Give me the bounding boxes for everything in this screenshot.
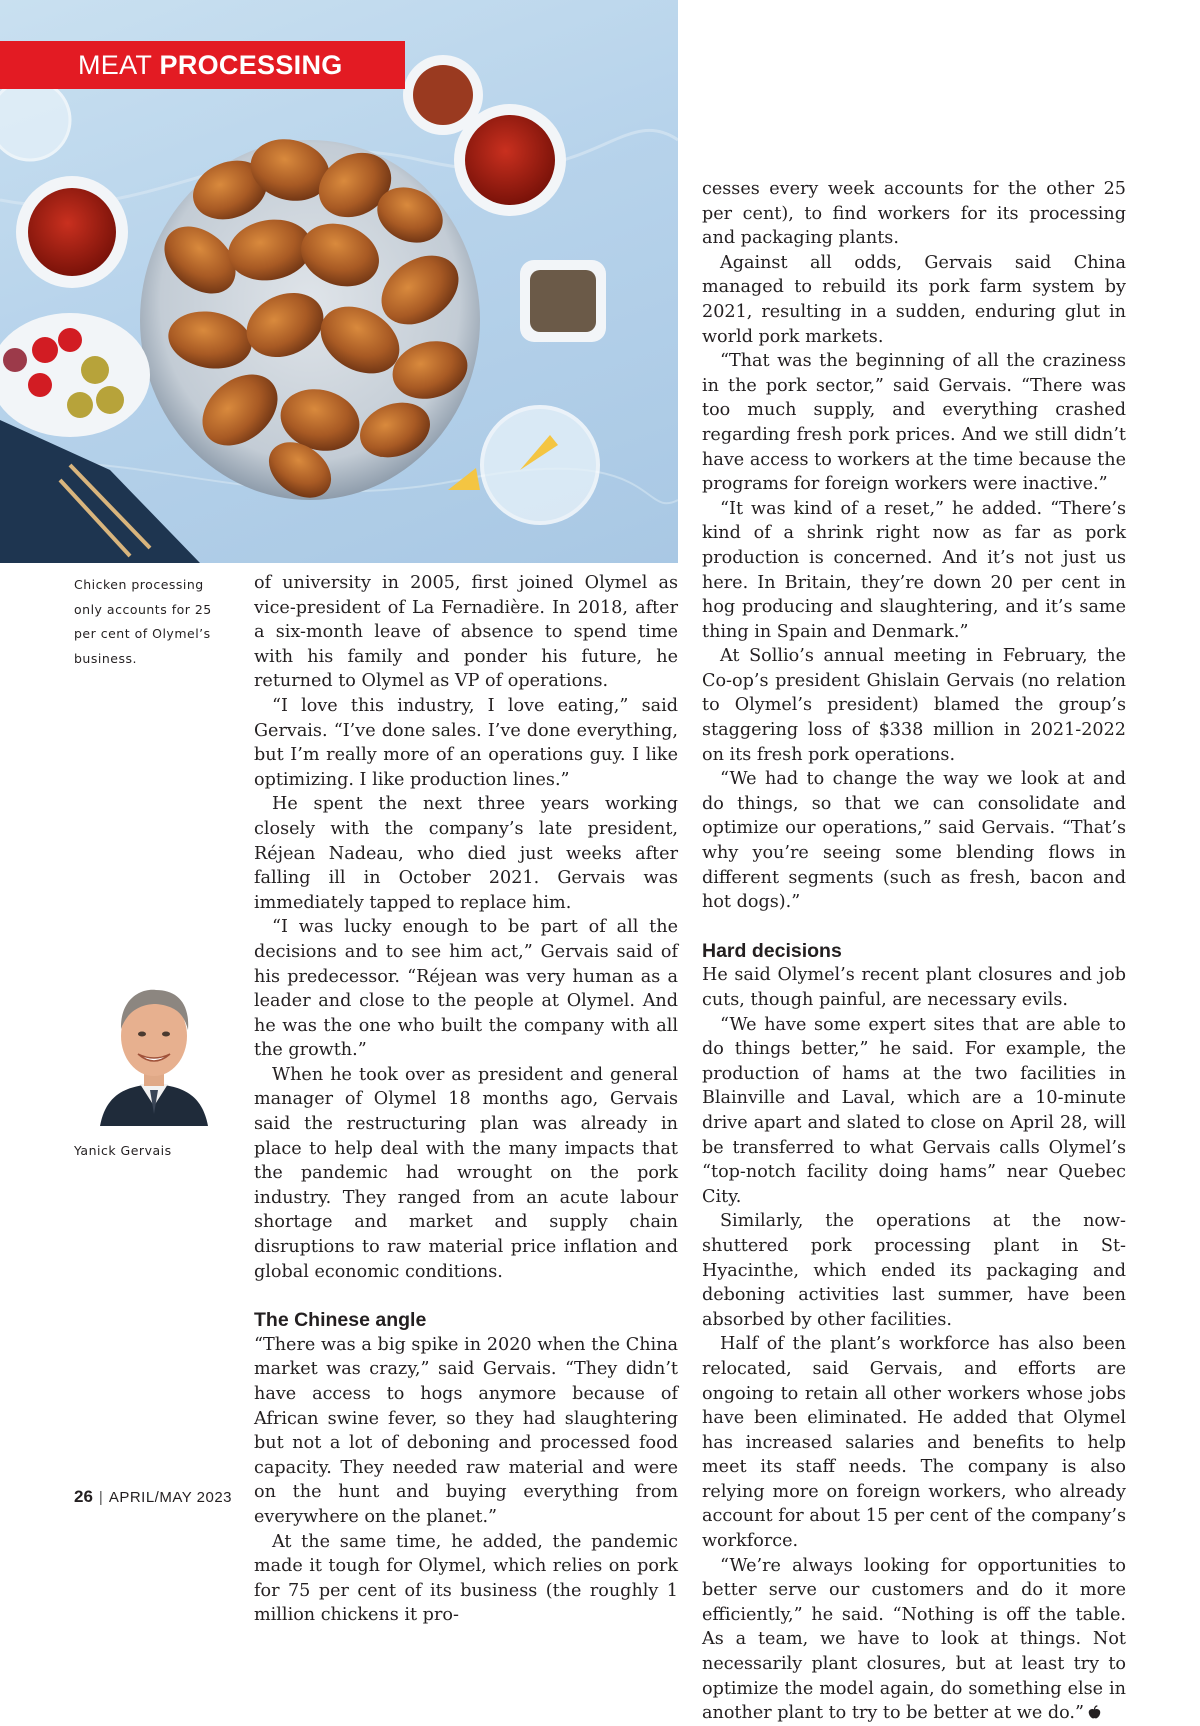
section-tag — [0, 41, 405, 89]
paragraph: of university in 2005, first joined Olymel as vice-president of La Fernadière. In 2018, after a six-month leave of absence to spend time with his family and ponder his future, he returned to Olymel as VP of operations. — [254, 573, 678, 692]
paragraph: “That was the beginning of all the craziness in the pork sector,” said Gervais. “There was too much supply, and everything crashed regarding fresh pork prices. And we still didn’t have access to workers at the time because the programs for foreign workers were inactive.” — [702, 351, 1126, 495]
yanick-gervais-portrait — [96, 974, 212, 1126]
page-number: 26 — [74, 1487, 93, 1506]
paragraph: “It was kind of a reset,” he added. “There’s kind of a shrink right now as far as pork production is concerned. And it’s not just us here. In Britain, they’re down 20 per cent in hog producing and slaughtering, and it’s same thing in Spain and Denmark.” — [702, 498, 1126, 642]
footer-divider: | — [98, 1489, 103, 1506]
paragraph: Similarly, the operations at the now-shuttered pork processing plant in St- Hyacinthe, which ended its packaging and deboning activities last summer, have been absorbed by other facilities. — [702, 1211, 1126, 1330]
page-footer — [74, 1487, 232, 1507]
section-tag-bold: PROCESSING — [159, 50, 343, 80]
paragraph: “There was a big spike in 2020 when the China market was crazy,” said Gervais. “They didn’t have access to hogs anymore because of African swine fever, so they had slaughtering but not a lot of deboning and processed food capacity. They needed raw material and were on the hunt and buying everything from everywhere on the planet.” — [254, 1334, 678, 1527]
paragraph: “We had to change the way we look at and do things, so that we can consolidate and optimize our operations,” said Gervais. “That’s why you’re seeing some blending flows in different segments (such as fresh, bacon and hot dogs).” — [702, 769, 1126, 913]
subheading-hard-decisions: Hard decisions — [702, 939, 842, 962]
paragraph: “I was lucky enough to be part of all the decisions and to see him act,” Gervais said of his predecessor. “Réjean was very human as a leader and close to the people at Olymel. And he was the one who built the company with all the growth.” — [254, 917, 678, 1061]
paragraph: cesses every week accounts for the other 25 per cent), to find workers for its processing and packaging plants. — [702, 179, 1126, 249]
subheading-chinese-angle: The Chinese angle — [254, 1309, 427, 1332]
apple-end-icon — [1087, 1705, 1102, 1720]
paragraph: Half of the plant’s workforce has also been relocated, said Gervais, and efforts are ongoing to retain all other workers whose jobs have been eliminated. He added that Olymel has increased salaries and benefits to help meet its staff needs. The company is also relying more on foreign workers, who already account for about 15 per cent of the company’s workforce. — [702, 1334, 1126, 1552]
article-column-left — [254, 571, 678, 1628]
paragraph: Against all odds, Gervais said China managed to rebuild its pork farm system by 2021, resulting in a sudden, enduring glut in world pork markets. — [702, 252, 1126, 347]
paragraph: When he took over as president and general manager of Olymel 18 months ago, Gervais said the restructuring plan was already in place to help deal with the many impacts that the pandemic had wrought on the pork industry. They ranged from an acute labour shortage and market and supply chain disruptions to raw material price inflation and global economic conditions. — [254, 1064, 678, 1282]
portrait-caption: Yanick Gervais — [74, 1143, 172, 1158]
paragraph: “We have some expert sites that are able to do things better,” he said. For example, the production of hams at the two facilities in Blainville and Laval, which are a 10-minute drive apart and slated to close on April 28, will be transferred to what Gervais calls Olymel’s “top-notch facility doing hams” near Quebec City. — [702, 1014, 1126, 1207]
paragraph: He spent the next three years working closely with the company’s late president, Réjean Nadeau, who died just weeks after falling ill in October 2021. Gervais was immediately tapped to replace him. — [254, 794, 678, 913]
section-tag-light: MEAT — [78, 50, 160, 80]
paragraph-final-text: “We’re always looking for opportunities to better serve our customers and do it more efficiently,” he said. “Nothing is off the table. As a team, we have to look at things. Not necessarily plant closures, but at least try to optimize the model again, do something else in another plant to try to be better at we do.” — [702, 1555, 1126, 1724]
issue-date: APRIL/MAY 2023 — [108, 1489, 233, 1506]
paragraph: At the same time, he added, the pandemic made it tough for Olymel, which relies on pork for 75 per cent of its business (the roughly 1 million chickens it pro- — [254, 1531, 678, 1626]
paragraph: He said Olymel’s recent plant closures and job cuts, though painful, are necessary evils. — [702, 965, 1126, 1010]
article-column-right — [702, 177, 1126, 1726]
paragraph: At Sollio’s annual meeting in February, the Co-op’s president Ghislain Gervais (no relation to Olymel’s president) blamed the group’s staggering loss of $338 million in 2021-2022 on its fresh pork operations. — [702, 646, 1126, 765]
hero-photo — [0, 0, 678, 563]
paragraph: “I love this industry, I love eating,” said Gervais. “I’ve done sales. I’ve done everything, but I’m really more of an operations guy. I like optimizing. I like production lines.” — [254, 695, 678, 790]
paragraph-final — [702, 1554, 1126, 1726]
photo-caption: Chicken processing only accounts for 25 per cent of Olymel’s business. — [74, 577, 212, 666]
